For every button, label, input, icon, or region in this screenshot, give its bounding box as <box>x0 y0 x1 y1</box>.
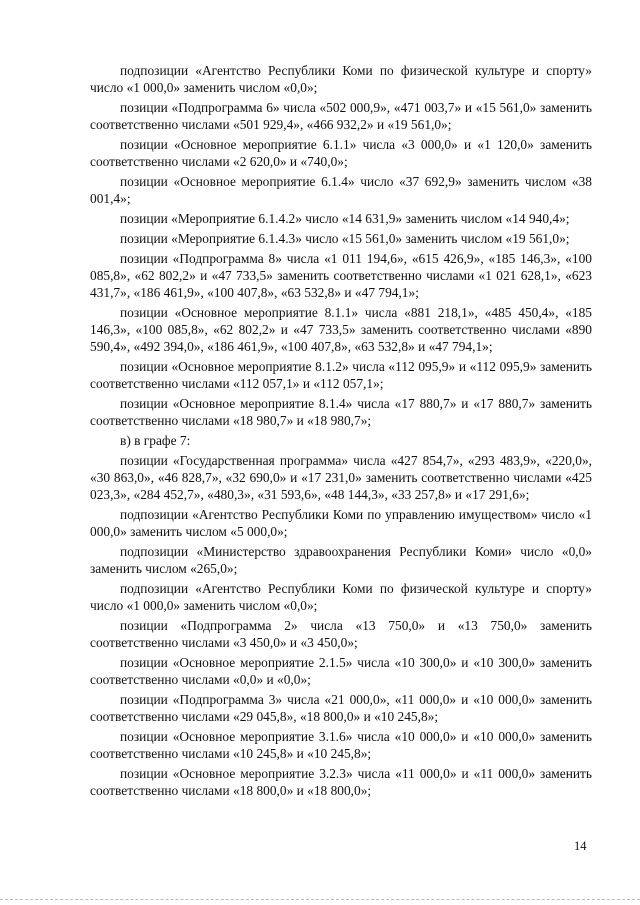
paragraph: позиции «Подпрограмма 2» числа «13 750,0» и «13 750,0» заменить соответственно числами «3 450,0» и «3 450,0»; <box>90 618 592 650</box>
paragraph: позиции «Основное мероприятие 2.1.5» числа «10 300,0» и «10 300,0» заменить соответственно числами «0,0» и «0,0»; <box>90 655 592 687</box>
paragraph: позиции «Основное мероприятие 3.2.3» числа «11 000,0» и «11 000,0» заменить соответственно числами «18 800,0» и «18 800,0»; <box>90 766 592 798</box>
paragraph: позиции «Государственная программа» числа «427 854,7», «293 483,9», «220,0», «30 863,0», «46 828,7», «32 690,0» и «17 231,0» заменить соответственно числами «425 023,3», «284 452,7», «480,3», «31 593,6», «48 144,3», «33 257,8» и «17 291,6»; <box>90 453 592 502</box>
page-number: 14 <box>574 839 587 853</box>
paragraph: позиции «Мероприятие 6.1.4.2» число «14 631,9» заменить числом «14 940,4»; <box>120 211 570 226</box>
paragraph: позиции «Подпрограмма 6» числа «502 000,9», «471 003,7» и «15 561,0» заменить соответственно числами «501 929,4», «466 932,2» и «19 561,0»; <box>90 100 592 132</box>
paragraph: подпозиции «Агентство Республики Коми по физической культуре и спорту» число «1 000,0» заменить числом «0,0»; <box>90 63 592 95</box>
paragraph: позиции «Основное мероприятие 8.1.2» числа «112 095,9» и «112 095,9» заменить соответственно числами «112 057,1» и «112 057,1»; <box>90 359 592 391</box>
paragraph: позиции «Основное мероприятие 6.1.4» число «37 692,9» заменить числом «38 001,4»; <box>90 174 592 206</box>
paragraph: позиции «Мероприятие 6.1.4.3» число «15 561,0» заменить числом «19 561,0»; <box>120 231 570 246</box>
paragraph: в) в графе 7: <box>120 433 191 448</box>
paragraph: позиции «Основное мероприятие 6.1.1» числа «3 000,0» и «1 120,0» заменить соответственно числами «2 620,0» и «740,0»; <box>90 137 592 169</box>
paragraph: позиции «Подпрограмма 8» числа «1 011 194,6», «615 426,9», «185 146,3», «100 085,8», «62 802,2» и «47 733,5» заменить соответственно числами «1 021 628,1», «623 431,7», «186 461,9», «100 407,8», «63 532,8» и «47 794,1»; <box>90 251 592 300</box>
paragraph: подпозиции «Агентство Республики Коми по физической культуре и спорту» число «1 000,0» заменить числом «0,0»; <box>90 581 592 613</box>
page-edge-line <box>0 899 640 901</box>
paragraph: позиции «Основное мероприятие 3.1.6» числа «10 000,0» и «10 000,0» заменить соответственно числами «10 245,8» и «10 245,8»; <box>90 729 592 761</box>
paragraph: позиции «Основное мероприятие 8.1.4» числа «17 880,7» и «17 880,7» заменить соответственно числами «18 980,7» и «18 980,7»; <box>90 396 592 428</box>
paragraph: подпозиции «Министерство здравоохранения Республики Коми» число «0,0» заменить числом «265,0»; <box>90 544 592 576</box>
paragraph: позиции «Подпрограмма 3» числа «21 000,0», «11 000,0» и «10 000,0» заменить соответственно числами «29 045,8», «18 800,0» и «10 245,8»; <box>90 692 592 724</box>
paragraph: подпозиции «Агентство Республики Коми по управлению имуществом» число «1 000,0» заменить числом «5 000,0»; <box>90 507 592 539</box>
document-body <box>90 62 592 802</box>
paragraph: позиции «Основное мероприятие 8.1.1» числа «881 218,1», «485 450,4», «185 146,3», «100 085,8», «62 802,2» и «47 733,5» заменить соответственно числами «890 590,4», «492 394,0», «186 461,9», «100 407,8», «63 532,8» и «47 794,1»; <box>90 305 592 354</box>
